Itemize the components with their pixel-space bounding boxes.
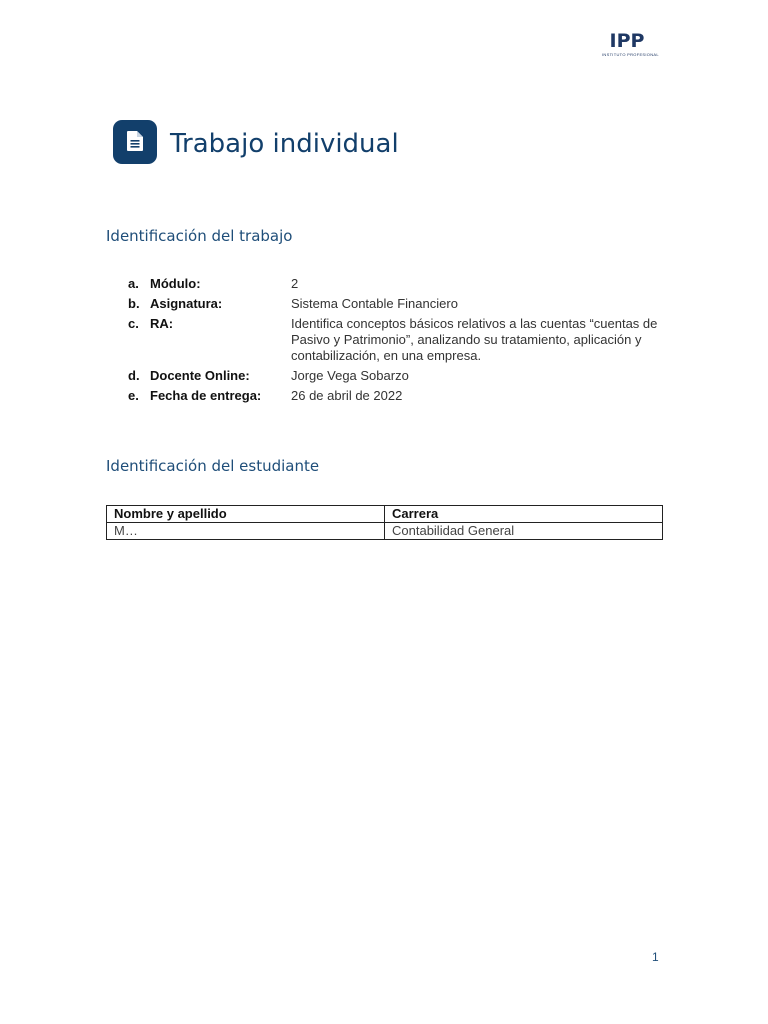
student-table: [106, 505, 663, 540]
student-identification-heading: Identificación del estudiante: [106, 457, 320, 475]
field-label: Fecha de entrega:: [150, 388, 262, 403]
list-item-asignatura: [128, 296, 668, 312]
list-item-ra: [128, 316, 668, 364]
field-value: Identifica conceptos básicos relativos a las cuentas “cuentas de Pasivo y Patrimonio”, analizando su tratamiento, aplicación y contabilización, en una empresa.: [291, 316, 658, 363]
list-marker: a.: [128, 276, 139, 291]
field-label: RA:: [150, 316, 174, 331]
column-header-career: Carrera: [385, 506, 663, 523]
work-identification-list: [128, 276, 668, 408]
list-marker: e.: [128, 388, 139, 403]
field-value: 26 de abril de 2022: [291, 388, 403, 403]
field-label: Asignatura:: [150, 296, 223, 311]
table-header-row: [107, 506, 663, 523]
page-number: 1: [652, 950, 659, 964]
field-label: Docente Online:: [150, 368, 250, 383]
list-marker: d.: [128, 368, 140, 383]
student-name-cell: M…: [107, 523, 385, 540]
column-header-name: Nombre y apellido: [107, 506, 385, 523]
page-title: Trabajo individual: [170, 129, 399, 159]
table-row: [107, 523, 663, 540]
ipp-logo: [602, 30, 659, 58]
list-item-fecha: [128, 388, 668, 404]
list-marker: b.: [128, 296, 140, 311]
list-item-modulo: [128, 276, 668, 292]
list-item-docente: [128, 368, 668, 384]
work-identification-heading: Identificación del trabajo: [106, 227, 293, 245]
field-label: Módulo:: [150, 276, 201, 291]
student-career-cell: Contabilidad General: [385, 523, 663, 540]
document-icon: [113, 120, 157, 164]
field-value: Sistema Contable Financiero: [291, 296, 458, 311]
logo-subtext: INSTITUTO PROFESIONAL: [602, 52, 659, 57]
field-value: Jorge Vega Sobarzo: [291, 368, 409, 383]
field-value: 2: [291, 276, 299, 291]
logo-mark: IPP: [609, 30, 645, 52]
list-marker: c.: [128, 316, 139, 331]
